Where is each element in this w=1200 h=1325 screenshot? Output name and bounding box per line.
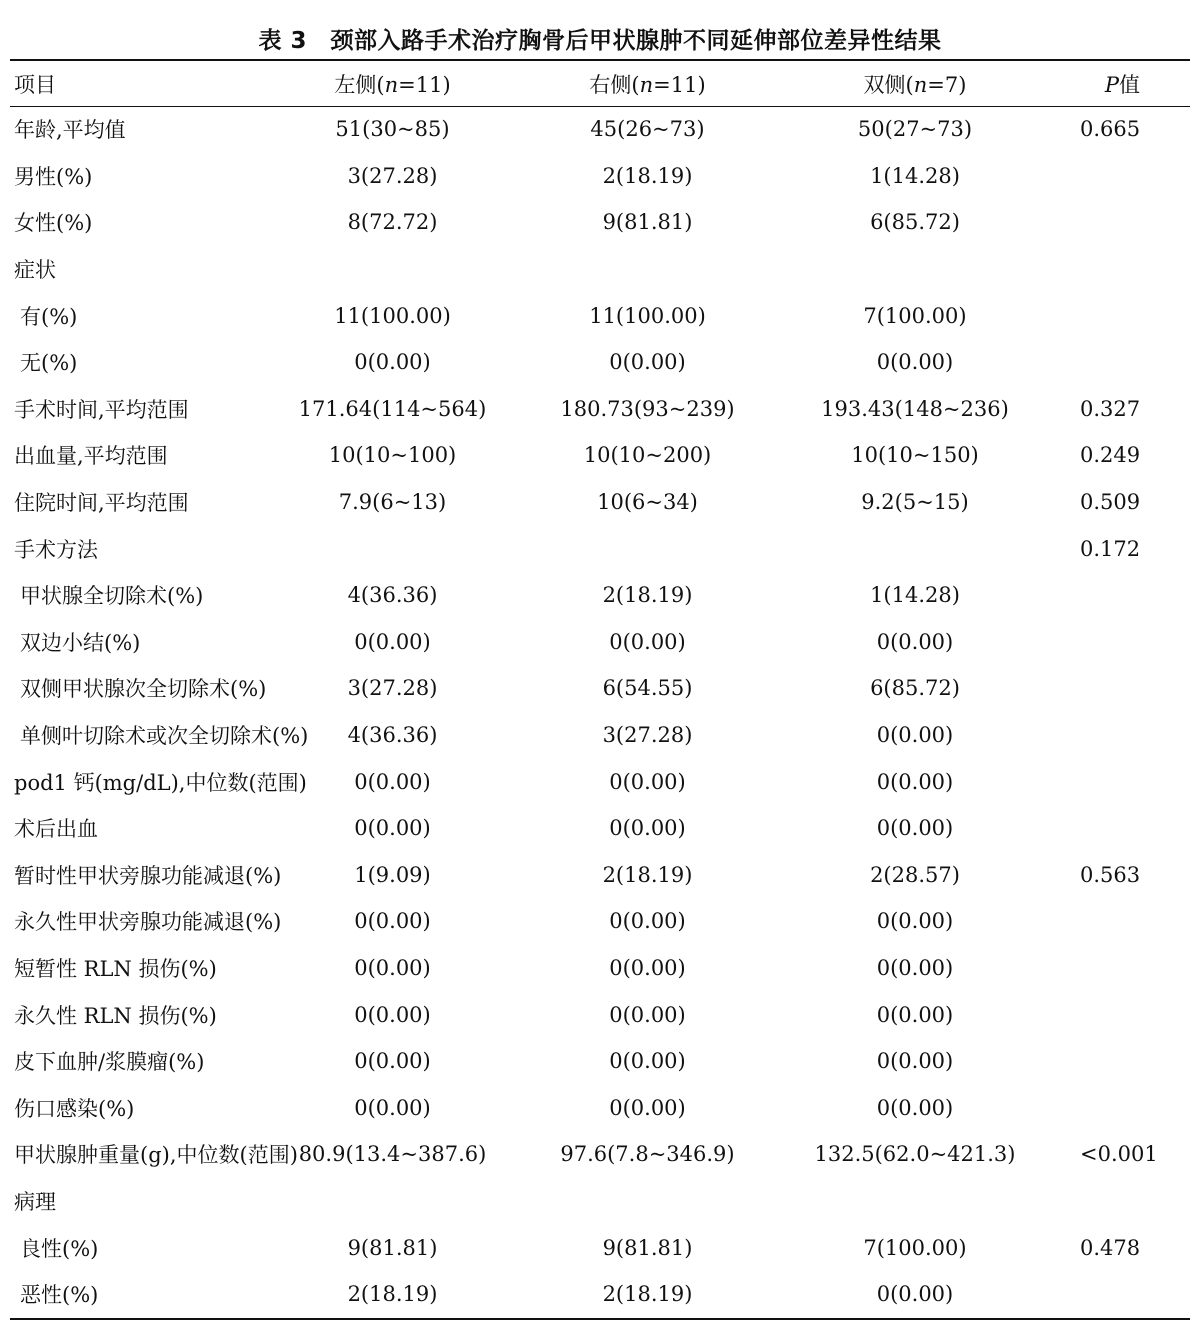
header-both: 双侧(n=7) — [863, 72, 967, 97]
cell-left: 4(36.36) — [347, 583, 438, 608]
table-row — [10, 246, 1190, 293]
cell-left: 51(30~85) — [335, 117, 450, 142]
cell-right — [535, 525, 790, 572]
cell-both: 0(0.00) — [876, 909, 954, 934]
cell-right: 2(18.19) — [602, 862, 693, 887]
table-body — [10, 106, 1190, 1317]
cell-right: 0(0.00) — [609, 350, 686, 375]
cell-left: 0(0.00) — [354, 350, 431, 375]
cell-both: 10(10~150) — [851, 443, 979, 468]
row-label: 皮下血肿/浆膜瘤(%) — [14, 1050, 205, 1075]
cell-both: 7(100.00) — [863, 303, 967, 328]
cell-right: 2(18.19) — [602, 163, 693, 188]
table-row — [10, 1131, 1190, 1178]
cell-p-value — [1080, 619, 1190, 666]
table-row — [10, 898, 1190, 945]
table-row — [10, 479, 1190, 526]
table-row — [10, 525, 1190, 572]
cell-left: 4(36.36) — [347, 723, 438, 748]
header-right: 右侧(n=11) — [589, 72, 706, 97]
table-row — [10, 619, 1190, 666]
cell-p-value — [1080, 991, 1190, 1038]
table-row — [10, 805, 1190, 852]
table-title: 表 3 颈部入路手术治疗胸骨后甲状腺肿不同延伸部位差异性结果 — [258, 28, 942, 54]
cell-both: 0(0.00) — [876, 723, 954, 748]
cell-left: 3(27.28) — [347, 676, 438, 701]
cell-p-value — [1080, 199, 1190, 246]
cell-left: 10(10~100) — [328, 443, 457, 468]
cell-p-value — [1080, 1178, 1190, 1225]
cell-left: 8(72.72) — [347, 210, 438, 235]
cell-both: 0(0.00) — [876, 1049, 954, 1074]
header-row — [10, 61, 1190, 106]
cell-both: 1(14.28) — [870, 163, 960, 188]
row-label: 暂时性甲状旁腺功能减退(%) — [14, 863, 282, 888]
cell-right: 0(0.00) — [609, 909, 686, 934]
cell-left: 171.64(114~564) — [298, 396, 487, 421]
cell-both: 193.43(148~236) — [821, 396, 1009, 421]
cell-left: 1(9.09) — [354, 862, 431, 887]
cell-left: 0(0.00) — [354, 769, 431, 794]
cell-left — [280, 1178, 535, 1225]
cell-p-value — [1080, 1271, 1190, 1318]
row-label: 单侧叶切除术或次全切除术(%) — [20, 724, 309, 749]
cell-left — [280, 525, 535, 572]
header-left: 左侧(n=11) — [334, 72, 451, 97]
cell-left: 0(0.00) — [354, 629, 431, 654]
cell-right: 0(0.00) — [609, 769, 686, 794]
row-label: 手术方法 — [14, 537, 98, 562]
table-row — [10, 1224, 1190, 1271]
cell-p-value — [1080, 758, 1190, 805]
cell-both — [790, 246, 1080, 293]
cell-right: 45(26~73) — [590, 117, 705, 142]
table-row — [10, 1084, 1190, 1131]
row-label: 永久性 RLN 损伤(%) — [14, 1003, 217, 1028]
cell-right: 97.6(7.8~346.9) — [560, 1142, 735, 1167]
cell-both: 0(0.00) — [876, 955, 954, 980]
cell-left: 0(0.00) — [354, 1095, 431, 1120]
cell-right: 11(100.00) — [589, 303, 706, 328]
table-row — [10, 1271, 1190, 1318]
cell-p-value — [1080, 712, 1190, 759]
cell-both: 9.2(5~15) — [861, 490, 969, 515]
cell-both: 0(0.00) — [876, 629, 954, 654]
table-row — [10, 758, 1190, 805]
cell-right: 10(6~34) — [597, 490, 698, 515]
cell-right: 0(0.00) — [609, 955, 686, 980]
cell-left — [280, 246, 535, 293]
cell-right: 3(27.28) — [602, 723, 693, 748]
cell-both: 0(0.00) — [876, 1002, 954, 1027]
row-label: 女性(%) — [14, 211, 93, 236]
row-label: 住院时间,平均范围 — [14, 491, 189, 516]
cell-both: 0(0.00) — [876, 1095, 954, 1120]
table-row — [10, 1178, 1190, 1225]
row-label: 病理 — [14, 1189, 56, 1214]
cell-both: 6(85.72) — [870, 676, 960, 701]
table-row — [10, 106, 1190, 153]
cell-p-value: 0.327 — [1080, 396, 1141, 421]
cell-right: 0(0.00) — [609, 816, 686, 841]
cell-p-value — [1080, 153, 1190, 200]
cell-both — [790, 1178, 1080, 1225]
cell-left: 0(0.00) — [354, 1002, 431, 1027]
cell-both: 0(0.00) — [876, 350, 954, 375]
row-label: 年龄,平均值 — [14, 118, 126, 143]
row-label: 有(%) — [20, 304, 78, 329]
cell-left: 9(81.81) — [347, 1235, 438, 1260]
table-row — [10, 945, 1190, 992]
row-label: 良性(%) — [20, 1236, 99, 1261]
cell-right: 9(81.81) — [602, 210, 693, 235]
cell-left: 11(100.00) — [334, 303, 451, 328]
cell-left: 0(0.00) — [354, 816, 431, 841]
row-label: 甲状腺肿重量(g),中位数(范围) — [14, 1143, 298, 1168]
row-label: 出血量,平均范围 — [14, 444, 168, 469]
table-row — [10, 386, 1190, 433]
cell-p-value: 0.665 — [1080, 117, 1141, 142]
cell-right — [535, 1178, 790, 1225]
cell-right: 0(0.00) — [609, 1002, 686, 1027]
cell-right: 180.73(93~239) — [560, 396, 735, 421]
table-row — [10, 1038, 1190, 1085]
cell-both: 6(85.72) — [870, 210, 960, 235]
table-row — [10, 432, 1190, 479]
cell-right: 6(54.55) — [602, 676, 693, 701]
cell-p-value: 0.172 — [1080, 536, 1141, 561]
cell-both: 1(14.28) — [870, 583, 960, 608]
cell-left: 7.9(6~13) — [338, 490, 447, 515]
row-label: 手术时间,平均范围 — [14, 397, 189, 422]
header-item: 项目 — [14, 72, 56, 97]
cell-p-value: 0.478 — [1080, 1235, 1141, 1260]
table-row — [10, 991, 1190, 1038]
cell-both — [790, 525, 1080, 572]
table-row — [10, 199, 1190, 246]
cell-both: 50(27~73) — [857, 117, 973, 142]
row-label: 双边小结(%) — [20, 630, 141, 655]
cell-p-value — [1080, 339, 1190, 386]
cell-both: 0(0.00) — [876, 1282, 954, 1307]
row-label: 甲状腺全切除术(%) — [20, 584, 204, 609]
table-row — [10, 292, 1190, 339]
cell-p-value: 0.563 — [1080, 862, 1141, 887]
table-row — [10, 712, 1190, 759]
cell-right — [535, 246, 790, 293]
cell-left: 0(0.00) — [354, 955, 431, 980]
table-bottom-rule — [10, 1318, 1190, 1320]
cell-right: 0(0.00) — [609, 629, 686, 654]
results-table — [10, 61, 1190, 1317]
table-row — [10, 572, 1190, 619]
row-label: 永久性甲状旁腺功能减退(%) — [14, 910, 282, 935]
cell-both: 0(0.00) — [876, 816, 954, 841]
cell-right: 0(0.00) — [609, 1095, 686, 1120]
cell-p-value — [1080, 246, 1190, 293]
row-label: 恶性(%) — [20, 1283, 99, 1308]
row-label: 术后出血 — [14, 817, 98, 842]
row-label: 无(%) — [20, 351, 78, 376]
row-label: 伤口感染(%) — [14, 1096, 135, 1121]
cell-p-value — [1080, 572, 1190, 619]
row-label: 症状 — [14, 258, 56, 283]
cell-p-value — [1080, 1038, 1190, 1085]
cell-both: 7(100.00) — [863, 1235, 967, 1260]
cell-p-value: 0.509 — [1080, 490, 1141, 515]
cell-p-value: <0.001 — [1080, 1142, 1158, 1167]
table-row — [10, 852, 1190, 899]
cell-both: 0(0.00) — [876, 769, 954, 794]
table-row — [10, 339, 1190, 386]
cell-p-value: 0.249 — [1080, 443, 1141, 468]
row-label: pod1 钙(mg/dL),中位数(范围) — [14, 770, 307, 795]
cell-p-value — [1080, 1084, 1190, 1131]
row-label: 双侧甲状腺次全切除术(%) — [20, 677, 267, 702]
cell-p-value — [1080, 898, 1190, 945]
cell-right: 10(10~200) — [583, 443, 712, 468]
cell-left: 0(0.00) — [354, 909, 431, 934]
cell-p-value — [1080, 805, 1190, 852]
header-p-value: P值 — [1104, 72, 1140, 97]
row-label: 男性(%) — [14, 164, 93, 189]
table-row — [10, 665, 1190, 712]
cell-left: 2(18.19) — [347, 1282, 438, 1307]
table-row — [10, 153, 1190, 200]
cell-p-value — [1080, 665, 1190, 712]
cell-right: 2(18.19) — [602, 583, 693, 608]
cell-right: 9(81.81) — [602, 1235, 693, 1260]
cell-right: 2(18.19) — [602, 1282, 693, 1307]
cell-left: 80.9(13.4~387.6) — [298, 1142, 487, 1167]
cell-both: 132.5(62.0~421.3) — [814, 1142, 1016, 1167]
cell-p-value — [1080, 945, 1190, 992]
cell-p-value — [1080, 292, 1190, 339]
cell-both: 2(28.57) — [870, 862, 960, 887]
row-label: 短暂性 RLN 损伤(%) — [14, 956, 217, 981]
cell-left: 0(0.00) — [354, 1049, 431, 1074]
cell-right: 0(0.00) — [609, 1049, 686, 1074]
cell-left: 3(27.28) — [347, 163, 438, 188]
